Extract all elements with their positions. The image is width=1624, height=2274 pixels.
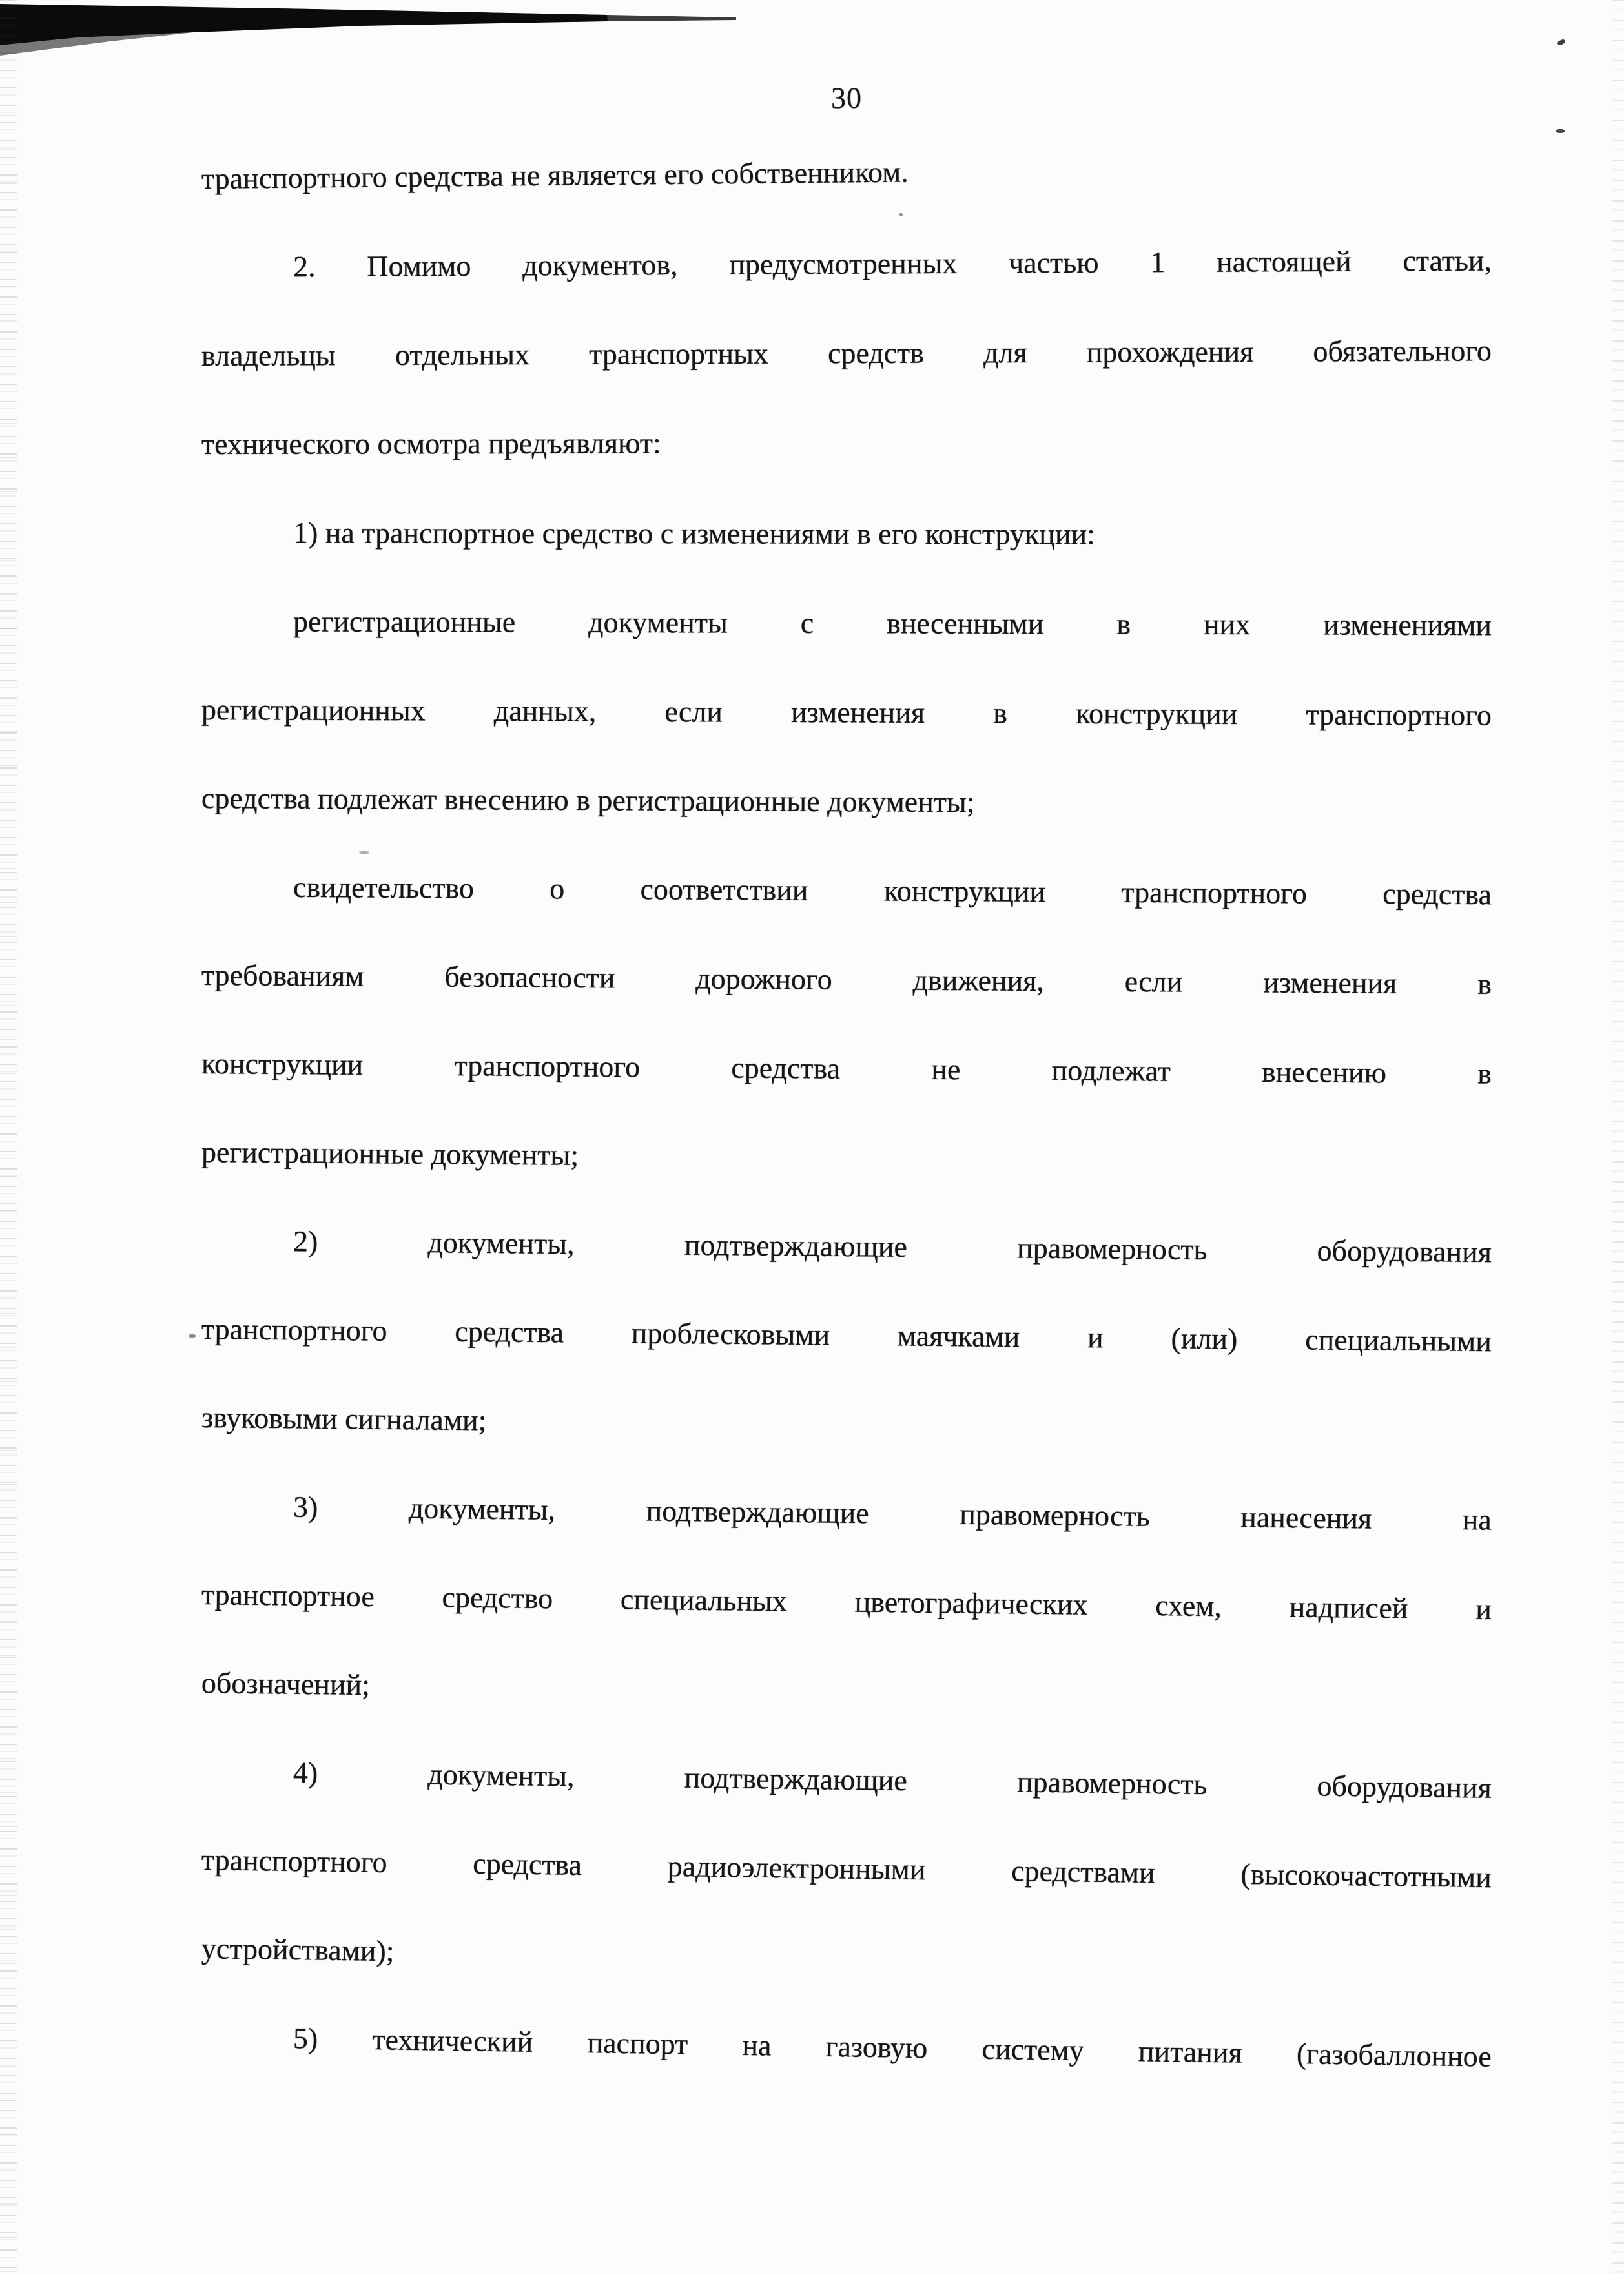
scan-speck — [189, 1334, 196, 1338]
text-line: обозначений; — [201, 1666, 371, 1702]
scan-artifact-top-bar — [0, 0, 775, 78]
text-line: конструкции транспортного средства не подлежат внесению в — [201, 1047, 1492, 1090]
text-line: транспортного средства проблесковыми маячками и (или) специальными — [201, 1312, 1492, 1358]
text-line: технического осмотра предъявляют: — [201, 426, 661, 460]
text-line: требованиям безопасности дорожного движения, если изменения в — [201, 958, 1492, 1000]
text-line: транспортное средство специальных цветографических схем, надписей и — [201, 1578, 1492, 1626]
text-line: средства подлежат внесению в регистрационные документы; — [201, 781, 975, 819]
scan-speck — [1556, 129, 1565, 133]
scan-edge-noise-right — [1612, 0, 1624, 2274]
page-number: 30 — [830, 81, 863, 115]
text-line: 2) документы, подтверждающие правомерность оборудования — [293, 1225, 1492, 1269]
document-text — [201, 134, 1492, 2081]
scan-speck — [1557, 39, 1566, 46]
text-line: 1) на транспортное средство с изменениями в его конструкции: — [293, 516, 1095, 551]
text-line: транспортного средства радиоэлектронными средствами (высокочастотными — [201, 1843, 1492, 1894]
text-line: 5) технический паспорт на газовую систему питания (газобаллонное — [293, 2021, 1492, 2073]
text-line: регистрационные документы с внесенными в них изменениями — [293, 605, 1492, 642]
text-line: 4) документы, подтверждающие правомерность оборудования — [293, 1755, 1492, 1804]
text-line: 2. Помимо документов, предусмотренных частью 1 настоящей статьи, — [293, 243, 1492, 284]
text-line: владельцы отдельных транспортных средств для прохождения обязательного — [201, 334, 1492, 372]
text-line: регистрационные документы; — [201, 1135, 579, 1172]
text-line: свидетельство о соответствии конструкции транспортного средства — [293, 870, 1492, 911]
scan-edge-noise-left — [0, 0, 17, 2274]
text-line: транспортного средства не является его собственником. — [201, 155, 909, 195]
text-line: 3) документы, подтверждающие правомерность нанесения на — [293, 1490, 1492, 1536]
text-line: звуковыми сигналами; — [201, 1401, 487, 1437]
text-line: устройствами); — [201, 1932, 395, 1968]
text-line: регистрационных данных, если изменения в конструкции транспортного — [201, 693, 1492, 732]
